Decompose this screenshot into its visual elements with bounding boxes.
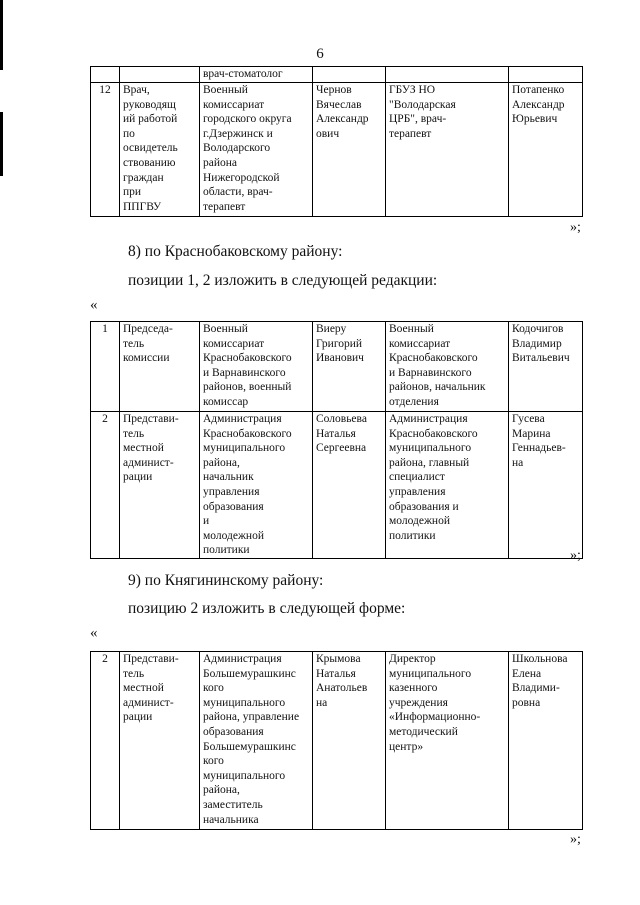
table-cell <box>313 67 386 83</box>
table-cell: Администрация Краснобаковского муниципального района, главный специалист управления образования и молодежной политики <box>386 412 509 559</box>
section-instruction: позиции 1, 2 изложить в следующей редакции: <box>128 272 438 289</box>
table-section-8 <box>90 321 583 559</box>
table-cell: Врач, руководящ ий работой по освидетель ствованию граждан при ППГВУ <box>120 83 200 217</box>
table-continuation <box>90 66 583 217</box>
table-cell <box>120 67 200 83</box>
table-cell: Военный комиссариат Краснобаковского и Варнавинского районов, начальник отделения <box>386 322 509 412</box>
table-row <box>91 83 583 217</box>
table-cell: врач-стоматолог <box>200 67 313 83</box>
table-cell: Военный комиссариат Краснобаковского и Варнавинского районов, военный комиссар <box>200 322 313 412</box>
table-cell: ГБУЗ НО "Володарская ЦРБ", врач- терапевт <box>386 83 509 217</box>
table-section-9 <box>90 651 583 830</box>
table-cell: Соловьева Наталья Сергеевна <box>313 412 386 559</box>
table-cell: Представи- тель местной админист- рации <box>120 652 200 830</box>
opening-quote: « <box>90 625 98 641</box>
closing-quote: »; <box>570 832 581 847</box>
table-cell: Администрация Краснобаковского муниципального района, начальник управления образования и молодежной политики <box>200 412 313 559</box>
table-row <box>91 67 583 83</box>
table-cell: Виеру Григорий Иванович <box>313 322 386 412</box>
table-cell: 1 <box>91 322 120 412</box>
table-cell: Военный комиссариат городского округа г.Дзержинск и Володарского района Нижегородской области, врач- терапевт <box>200 83 313 217</box>
table-cell: Директор муниципального казенного учреждения «Информационно- методический центр» <box>386 652 509 830</box>
opening-quote: « <box>90 297 98 313</box>
table-cell: Чернов Вячеслав Александр ович <box>313 83 386 217</box>
table-cell <box>91 67 120 83</box>
left-margin-rule <box>0 112 3 176</box>
table-cell <box>509 67 583 83</box>
table-cell: Потапенко Александр Юрьевич <box>509 83 583 217</box>
section-heading: 8) по Краснобаковскому району: <box>128 243 343 260</box>
table-cell: Администрация Большемурашкинс кого муниципального района, управление образования Большемурашкинс кого муниципального района, заместитель начальника <box>200 652 313 830</box>
table-cell: 12 <box>91 83 120 217</box>
closing-quote: »; <box>570 548 581 563</box>
table-cell: Представи- тель местной админист- рации <box>120 412 200 559</box>
table-cell <box>386 67 509 83</box>
closing-quote: »; <box>570 220 581 235</box>
table-cell: Гусева Марина Геннадьев- на <box>509 412 583 559</box>
table-cell: Крымова Наталья Анатольев на <box>313 652 386 830</box>
table-cell: Председа- тель комиссии <box>120 322 200 412</box>
table-row <box>91 652 583 830</box>
table-cell: Кодочигов Владимир Витальевич <box>509 322 583 412</box>
table-cell: 2 <box>91 652 120 830</box>
section-instruction: позицию 2 изложить в следующей форме: <box>128 600 406 617</box>
table-row <box>91 412 583 559</box>
table-cell: 2 <box>91 412 120 559</box>
table-row <box>91 322 583 412</box>
section-heading: 9) по Княгининскому району: <box>128 572 324 589</box>
table-cell: Школьнова Елена Владими- ровна <box>509 652 583 830</box>
page-number: 6 <box>316 46 324 62</box>
